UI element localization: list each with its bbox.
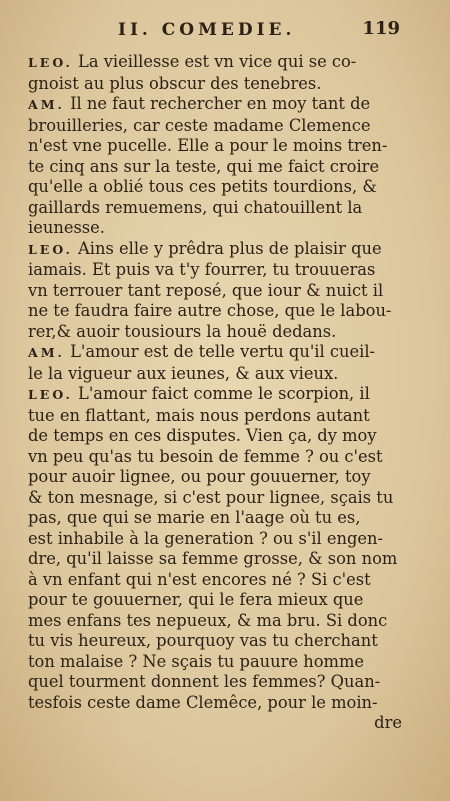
speaker-label: LEO.: [28, 55, 73, 70]
line-text: de temps en ces disputes. Vien ça, dy moy: [28, 426, 377, 445]
line-text: ton malaise ? Ne sçais tu pauure homme: [28, 651, 365, 671]
line-text: te cinq ans sur la teste, qui me faict croire: [28, 156, 380, 176]
speaker-label: AM.: [28, 345, 65, 360]
line-text: Il ne faut rechercher en moy tant de: [64, 94, 371, 113]
text-line: [28, 260, 404, 281]
text-line: [28, 94, 404, 116]
body-text: [28, 52, 404, 734]
running-title: II. COMEDIE.: [118, 20, 296, 40]
text-line: [28, 198, 404, 219]
speaker-label: LEO.: [28, 241, 73, 257]
line-text: quel tourment donnent les femmes? Quan-: [28, 672, 381, 691]
text-line: [28, 447, 404, 468]
line-text: gnoist au plus obscur des tenebres.: [28, 73, 322, 93]
text-line: [28, 631, 404, 652]
text-line: [28, 693, 404, 714]
line-text: & ton mesnage, si c'est pour lignee, sçais tu: [28, 487, 394, 507]
line-text: vn terrouer tant reposé, que iour & nuict il: [28, 280, 384, 300]
text-line: [28, 136, 404, 157]
speaker-label: LEO.: [28, 387, 73, 402]
text-line: [28, 384, 404, 406]
line-text: L'amour est de telle vertu qu'il cueil-: [64, 342, 376, 361]
catchword: dre: [374, 713, 402, 732]
line-text: n'est vne pucelle. Elle a pour le moins tren-: [28, 136, 388, 155]
text-line: [28, 322, 404, 343]
line-text: ne te faudra faire autre chose, que le labou-: [28, 301, 392, 320]
text-line: [28, 342, 404, 364]
text-line: [28, 301, 404, 322]
text-line: [28, 672, 404, 693]
line-text: le la vigueur aux ieunes, & aux vieux.: [28, 363, 339, 383]
line-text: iamais. Et puis va t'y fourrer, tu trouueras: [28, 260, 376, 279]
text-line: [28, 281, 404, 302]
page-header: [0, 20, 450, 46]
page-number: 119: [362, 18, 400, 39]
text-line: [28, 549, 404, 570]
line-text: est inhabile à la generation ? ou s'il engen-: [28, 528, 384, 548]
line-text: tu vis heureux, pourquoy vas tu cherchant: [28, 631, 378, 650]
line-text: dre, qu'il laisse sa femme grosse, & son nom: [28, 549, 398, 568]
speaker-label: AM.: [28, 97, 65, 112]
text-line: [28, 364, 404, 385]
text-line: [28, 467, 404, 488]
text-line: [28, 426, 404, 447]
line-text: tesfois ceste dame Clemêce, pour le moin-: [28, 692, 378, 712]
text-line: [28, 177, 404, 198]
line-text: gaillards remuemens, qui chatouillent la: [28, 197, 363, 217]
line-text: mes enfans tes nepueux, & ma bru. Si donc: [28, 610, 388, 630]
text-line: [28, 157, 404, 178]
line-text: rer,& auoir tousiours la houë dedans.: [28, 321, 337, 341]
text-line: [28, 74, 404, 95]
line-text: ieunesse.: [28, 218, 105, 237]
line-text: tue en flattant, mais nous perdons autant: [28, 405, 370, 425]
line-text: vn peu qu'as tu besoin de femme ? ou c'est: [28, 446, 383, 466]
line-text: pas, que qui se marie en l'aage où tu es,: [28, 508, 361, 527]
line-text: La vieillesse est vn vice qui se co-: [72, 52, 357, 71]
line-text: qu'elle a oblié tous ces petits tourdions, &: [28, 177, 377, 196]
line-text: Ains elle y prêdra plus de plaisir que: [72, 238, 382, 258]
text-line: [28, 218, 404, 239]
text-line: [28, 590, 404, 611]
text-line: [28, 488, 404, 509]
text-line: [28, 116, 404, 137]
line-text: pour te gouuerner, qui le fera mieux que: [28, 590, 364, 609]
text-line: [28, 570, 404, 591]
text-line: [28, 652, 404, 673]
text-line: [28, 406, 404, 427]
text-line: [28, 239, 404, 261]
text-line: [28, 508, 404, 529]
line-text: à vn enfant qui n'est encores né ? Si c'est: [28, 569, 371, 589]
text-line: [28, 52, 404, 74]
line-text: L'amour faict comme le scorpion, il: [72, 384, 370, 403]
line-text: pour auoir lignee, ou pour gouuerner, toy: [28, 467, 371, 486]
text-line: [28, 611, 404, 632]
line-text: brouilleries, car ceste madame Clemence: [28, 115, 371, 135]
text-line: [28, 529, 404, 550]
